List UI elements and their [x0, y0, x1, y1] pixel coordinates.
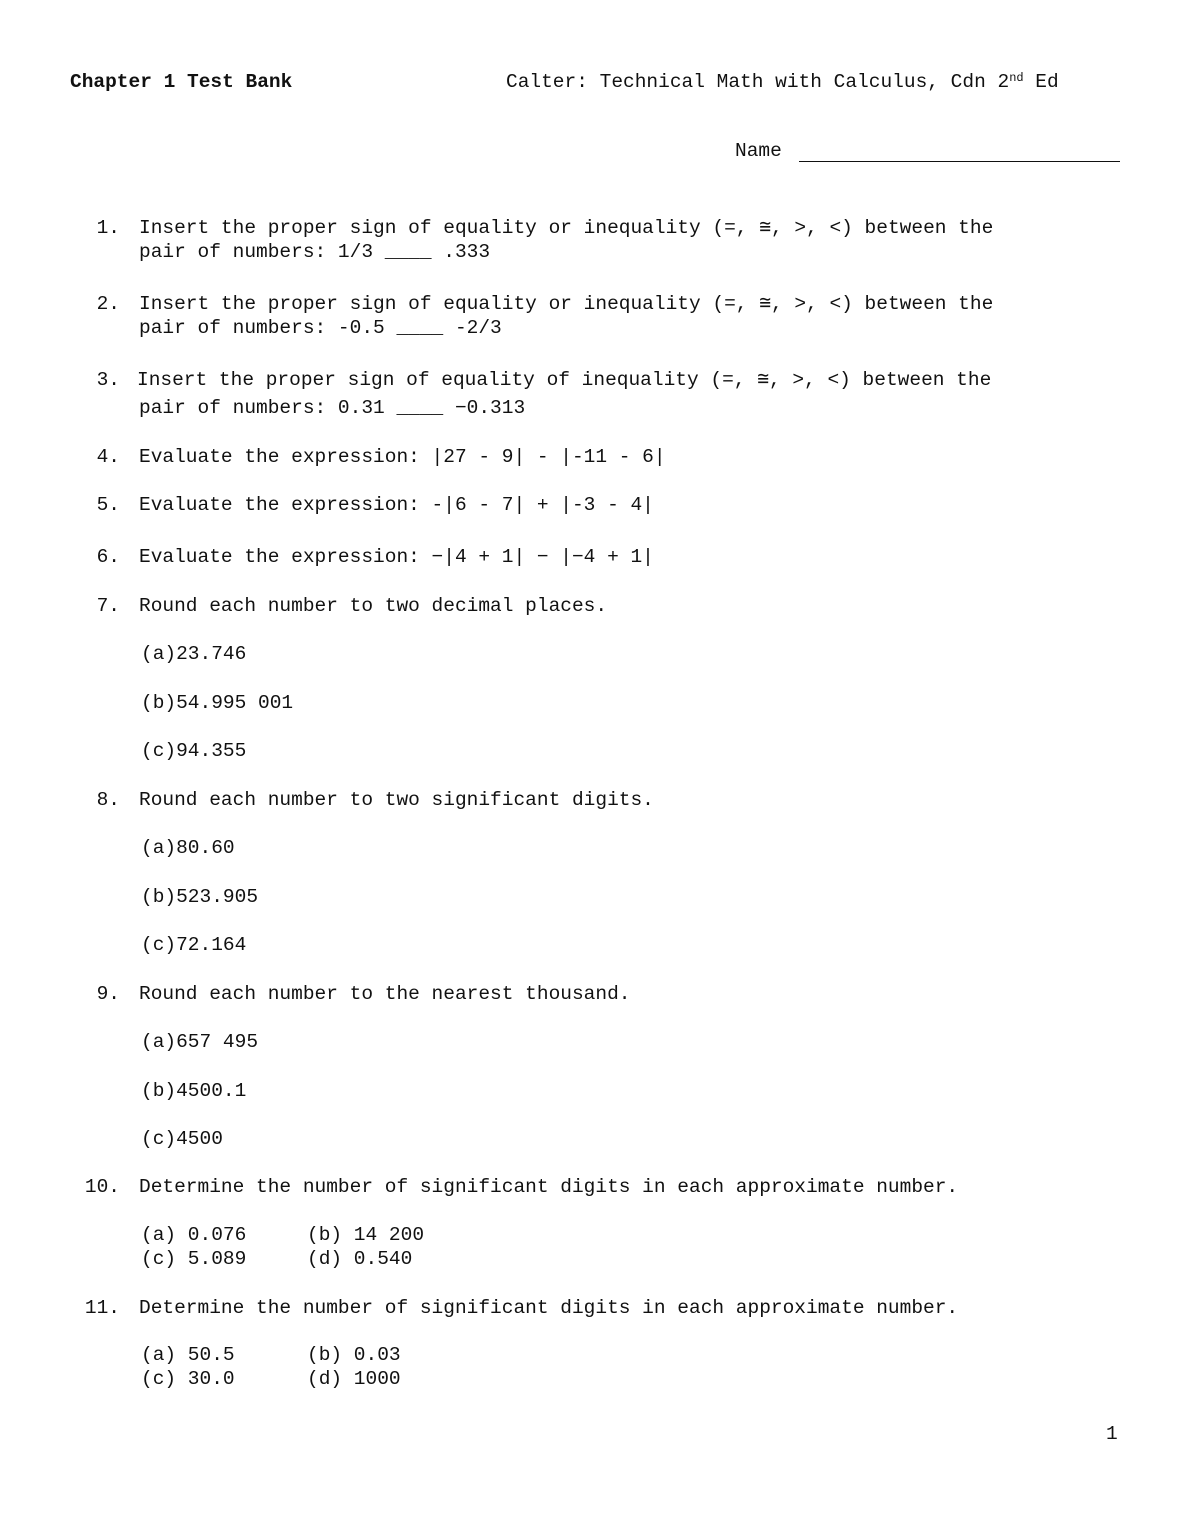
question-part: (c)72.164	[141, 934, 247, 956]
question-part: (a)80.60	[141, 837, 235, 859]
question-number: 4.	[96, 446, 120, 468]
question-part: (a) 0.076	[141, 1224, 247, 1246]
question-number: 3.	[96, 369, 120, 391]
question-number: 5.	[96, 494, 120, 516]
question-text: pair of numbers: 0.31 ____ −0.313	[139, 397, 526, 419]
question-number: 10.	[84, 1176, 120, 1198]
question-text: Insert the proper sign of equality or inequality (=, ≅, >, <) between the	[139, 293, 994, 315]
question-text: Evaluate the expression: -|6 - 7| + |-3 - 4|	[139, 494, 654, 516]
question-part: (b)54.995 001	[141, 692, 294, 714]
header-chapter-title: Chapter 1 Test Bank	[70, 71, 293, 93]
question-part: (b)523.905	[141, 886, 259, 908]
question-text: pair of numbers: 1/3 ____ .333	[139, 241, 491, 263]
question-text: Round each number to the nearest thousand.	[139, 983, 631, 1005]
question-number: 7.	[96, 595, 120, 617]
question-part: (c)94.355	[141, 740, 247, 762]
question-number: 1.	[96, 217, 120, 239]
question-part: (d) 0.540	[307, 1248, 413, 1270]
question-part: (c) 30.0	[141, 1368, 235, 1390]
header-book-title: Calter: Technical Math with Calculus, Cdn 2nd Ed	[506, 71, 1059, 93]
question-text: Evaluate the expression: −|4 + 1| − |−4 + 1|	[139, 546, 654, 568]
question-text: Round each number to two decimal places.	[139, 595, 608, 617]
question-part: (a)657 495	[141, 1031, 259, 1053]
question-part: (b) 14 200	[307, 1224, 425, 1246]
name-label: Name	[735, 140, 782, 162]
question-text: Insert the proper sign of equality of inequality (=, ≅, >, <) between the	[137, 369, 992, 391]
question-part: (c)4500	[141, 1128, 223, 1150]
question-part: (b)4500.1	[141, 1080, 247, 1102]
question-number: 2.	[96, 293, 120, 315]
question-parts-grid	[141, 1223, 424, 1271]
question-text: Round each number to two significant digits.	[139, 789, 654, 811]
question-part: (a)23.746	[141, 643, 247, 665]
question-part: (d) 1000	[307, 1368, 401, 1390]
question-number: 11.	[84, 1297, 120, 1319]
question-parts-grid	[141, 1343, 401, 1391]
question-text: pair of numbers: -0.5 ____ -2/3	[139, 317, 502, 339]
name-blank-line	[799, 161, 1120, 162]
question-number: 9.	[96, 983, 120, 1005]
question-text: Determine the number of significant digits in each approximate number.	[139, 1297, 959, 1319]
question-part: (c) 5.089	[141, 1248, 247, 1270]
question-part: (b) 0.03	[307, 1344, 401, 1366]
question-text: Evaluate the expression: |27 - 9| - |-11 - 6|	[139, 446, 666, 468]
question-number: 8.	[96, 789, 120, 811]
question-text: Determine the number of significant digits in each approximate number.	[139, 1176, 959, 1198]
question-part: (a) 50.5	[141, 1344, 235, 1366]
question-number: 6.	[96, 546, 120, 568]
question-text: Insert the proper sign of equality or inequality (=, ≅, >, <) between the	[139, 217, 994, 239]
page-number: 1	[1106, 1423, 1118, 1445]
